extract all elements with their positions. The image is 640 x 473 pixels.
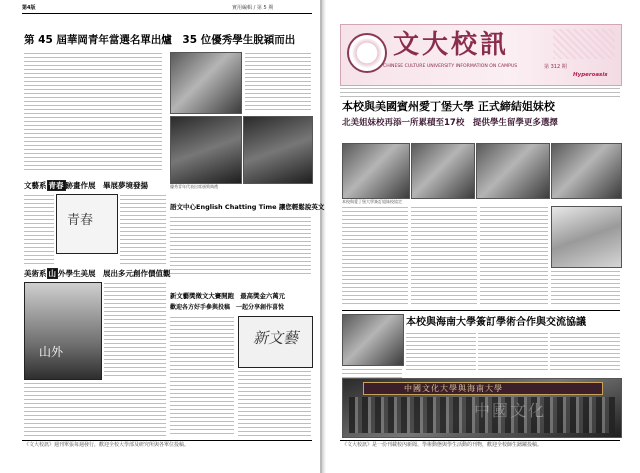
- fine-art-poster: 山外: [24, 282, 102, 380]
- masthead: [340, 24, 622, 86]
- header-rule: [22, 13, 312, 14]
- photo-campus: [551, 206, 622, 268]
- english-center-headline: 語文中心English Chatting Time 讓您輕鬆說英文: [170, 203, 325, 211]
- photo-signing-1: [342, 143, 410, 199]
- left-article-text-1: [24, 52, 162, 150]
- article2-text-2: [478, 332, 548, 372]
- photo-group: [476, 143, 550, 199]
- right-caption-1: 本校與愛丁堡大學簽訂姐妹校協定: [342, 199, 402, 204]
- contest-text-1: [170, 316, 234, 436]
- masthead-issue: 第 312 期: [544, 64, 567, 70]
- masthead-brand: Hyperoasis: [573, 72, 608, 78]
- right-watermark: 中國文化: [474, 401, 547, 420]
- left-header-right: 實用編輯 / 第 5 期: [232, 5, 274, 11]
- masthead-subtitle: CHINESE CULTURE UNIVERSITY INFORMATION ON CAMPUS: [383, 64, 518, 69]
- right-footer: 《文大校訊》是一份刊載校內新聞、學術動態與學生活動的刊物，歡迎全校師生踴躍投稿。: [342, 442, 543, 448]
- article2-rule: [342, 310, 620, 311]
- photo-student-portrait: [170, 52, 242, 114]
- masthead-title: 文大校訊: [393, 30, 510, 60]
- headline-box-chunchun: 青春: [48, 181, 64, 190]
- left-main-headline: 第 45 屆華岡青年當選名單出爐 35 位優秀學生脫穎而出: [24, 34, 296, 46]
- chinese-art-text-2: [120, 194, 166, 264]
- fine-art-headline: 美術系 山 外學生美展 展出多元創作價值觀: [24, 269, 171, 278]
- left-article-text-3: [245, 52, 311, 112]
- article2-text-4: [342, 368, 402, 378]
- article2-text-3: [550, 332, 620, 372]
- photo-handshake: [551, 143, 622, 199]
- right-article-text-3: [480, 206, 548, 306]
- headline-box-shan: 山: [48, 269, 56, 278]
- right-article-text-4: [551, 270, 620, 306]
- right-main-headline: 本校與美國賓州愛丁堡大學 正式締結姐妹校: [342, 100, 555, 113]
- photo-award-ceremony-2: [243, 116, 313, 184]
- right-article-text-1: [342, 206, 408, 306]
- masthead-pattern: [553, 29, 615, 59]
- contest-text-2: [238, 370, 311, 436]
- contest-headline: 新文藝獎徵文大賽開跑 最高獎金六萬元: [170, 292, 286, 300]
- fine-art-text-2: [24, 382, 166, 436]
- photo-hainan-signing: [342, 314, 404, 366]
- left-footer: 《文大校訊》週刊單張每週發行，歡迎全校大學部及研究所與各單位投稿。: [24, 442, 190, 448]
- photo-caption: 優秀青年代表出席頒獎典禮: [170, 184, 218, 189]
- contest-subheadline: 歡迎各方好手參與投稿 一起分享創作喜悅: [170, 304, 285, 311]
- article2-text-1: [406, 332, 476, 372]
- photo-signing-2: [411, 143, 475, 199]
- chinese-art-poster: 青春: [56, 194, 118, 254]
- chinese-art-text-1: [24, 194, 54, 264]
- masthead-info-strip: [340, 87, 620, 97]
- english-center-text: [170, 216, 311, 274]
- group-photo-banner: 中國文化大學與海南大學: [363, 382, 603, 395]
- right-article-text-2: [411, 206, 477, 306]
- left-footer-rule: [22, 440, 312, 441]
- right-sub-headline: 北美姐妹校再添一所累積至17校 提供學生留學更多選擇: [342, 118, 558, 128]
- left-page-number: 第4版: [22, 5, 36, 11]
- left-article-text-2: [24, 152, 162, 172]
- fine-art-text-1: [104, 282, 166, 378]
- contest-poster: 新文藝: [238, 316, 313, 368]
- right-footer-rule: [340, 440, 620, 441]
- photo-award-ceremony-1: [170, 116, 242, 184]
- article2-headline: 本校與海南大學簽訂學術合作與交流協議: [406, 317, 586, 328]
- university-logo: [347, 33, 387, 73]
- chinese-art-headline: 文藝系 青春 跡畫作展 畢展夢境發揚: [24, 181, 148, 190]
